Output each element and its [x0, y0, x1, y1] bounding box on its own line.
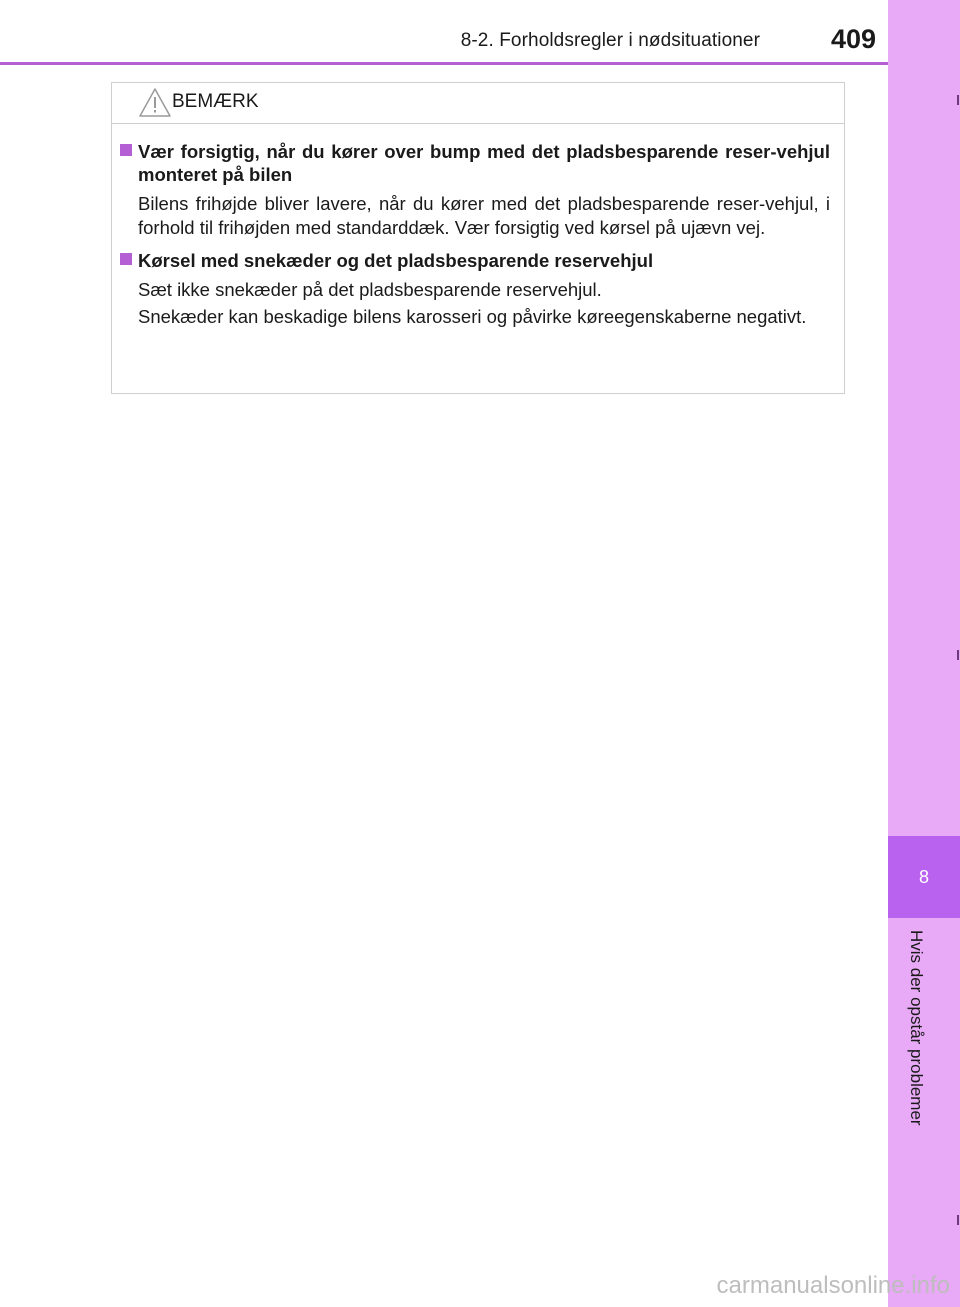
item-text: Bilens frihøjde bliver lavere, når du kører med det pladsbesparende reser-vehjul, i forhold til frihøjden med standarddæk. Vær forsigtig ved kørsel på ujævn vej. [138, 193, 830, 238]
sidebar-tick [957, 1215, 959, 1225]
sidebar-tick [957, 95, 959, 105]
item-title: Kørsel med snekæder og det pladsbesparende reservehjul [138, 250, 654, 271]
section-title: 8-2. Forholdsregler i nødsituationer [460, 30, 760, 51]
square-bullet-icon [120, 253, 132, 265]
note-header [112, 83, 844, 124]
sidebar-tick [957, 650, 959, 660]
note-body [112, 124, 844, 329]
warning-icon [138, 87, 172, 123]
item-text: Sæt ikke snekæder på det pladsbesparende reservehjul. [138, 279, 602, 300]
chapter-label: Hvis der opstår problemer [907, 930, 926, 1126]
watermark: carmanualsonline.info [716, 1272, 950, 1299]
square-bullet-icon [120, 144, 132, 156]
header-rule [0, 62, 888, 65]
item-title: Vær forsigtig, når du kører over bump med det pladsbesparende reser-vehjul monteret på bilen [138, 141, 830, 185]
item-text: Snekæder kan beskadige bilens karosseri og påvirke køreegenskaberne negativt. [138, 306, 807, 327]
chapter-tab[interactable] [888, 836, 960, 918]
note-box [111, 82, 845, 394]
note-item [120, 249, 830, 329]
note-title: BEMÆRK [172, 91, 259, 112]
chapter-number: 8 [918, 866, 929, 887]
page-number: 409 [830, 24, 876, 54]
note-item [120, 140, 830, 240]
